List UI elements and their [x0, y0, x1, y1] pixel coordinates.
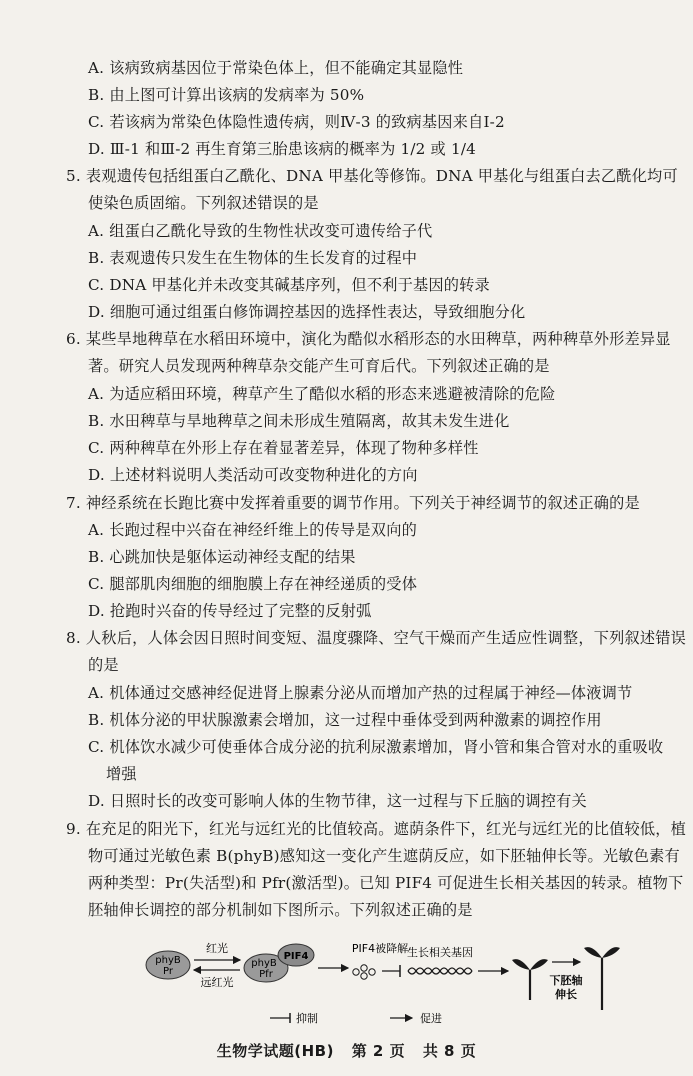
q9-stem-line-1: 9. 在充足的阳光下，红光与远红光的比值较高。遮荫条件下，红光与远红光的比值较低，植 — [66, 820, 687, 838]
q8-stem-line-1: 8. 人秋后，人体会因日照时间变短、温度骤降、空气干燥而产生适应性调整，下列叙述错误 — [66, 629, 687, 647]
legend-promote-label: 促进 — [420, 1012, 442, 1025]
reversible-conversion-arrows — [194, 941, 240, 989]
q6-option-b: B. 水田稗草与旱地稗草之间未形成生殖隔离，故其未发生进化 — [88, 412, 510, 430]
q6-option-c: C. 两种稗草在外形上存在着显著差异，体现了物种多样性 — [88, 439, 479, 457]
q6-stem-line-1: 6. 某些旱地稗草在水稻田环境中，演化为酷似水稻形态的水田稗草，两种稗草外形差异显 — [66, 330, 671, 348]
far-red-light-label: 远红光 — [200, 976, 234, 989]
q7-option-c: C. 腿部肌肉细胞的细胞膜上存在神经递质的受体 — [88, 575, 418, 593]
q5-option-b: B. 表观遗传只发生在生物体的生长发育的过程中 — [88, 249, 418, 267]
q5-option-a: A. 组蛋白乙酰化导致的生物性状改变可遗传给子代 — [88, 222, 433, 240]
q7-stem-line-1: 7. 神经系统在长跑比赛中发挥着重要的调节作用。下列关于神经调节的叙述正确的是 — [66, 494, 640, 512]
footer-total-pages: 共 8 页 — [422, 1042, 477, 1060]
q5-option-d: D. 细胞可通过组蛋白修饰调控基因的选择性表达，导致细胞分化 — [88, 303, 526, 321]
q8-option-c-line-1: C. 机体饮水减少可使垂体合成分泌的抗利尿激素增加，肾小管和集合管对水的重吸收 — [88, 738, 664, 756]
q5-stem-line-1: 5. 表观遗传包括组蛋白乙酰化、DNA 甲基化等修饰。DNA 甲基化与组蛋白去乙酰化均可 — [66, 167, 678, 185]
growth-gene-label: 生长相关基因 — [407, 946, 473, 959]
q8-option-a: A. 机体通过交感神经促进肾上腺素分泌从而增加产热的过程属于神经—体液调节 — [88, 684, 633, 702]
pr-label: Pr — [163, 966, 173, 977]
q8-stem-line-2: 的是 — [88, 656, 119, 674]
q6-option-a: A. 为适应稻田环境，稗草产生了酷似水稻的形态来逃避被清除的危险 — [88, 385, 556, 403]
q8-option-b: B. 机体分泌的甲状腺激素会增加，这一过程中垂体受到两种激素的调控作用 — [88, 711, 602, 729]
q4-option-a: A. 该病致病基因位于常染色体上，但不能确定其显隐性 — [88, 59, 464, 77]
phyb-label-1: phyB — [155, 955, 181, 966]
pfr-label: Pfr — [259, 969, 273, 980]
legend-promote — [390, 1011, 442, 1025]
q4-option-b: B. 由上图可计算出该病的发病率为 50% — [88, 86, 365, 104]
phyb-pr-complex — [146, 951, 190, 979]
hypocotyl-label-line-1: 下胚轴 — [549, 974, 583, 987]
footer-page-number: 第 2 页 — [351, 1042, 406, 1060]
page-footer — [0, 1040, 693, 1061]
tall-seedling-icon — [584, 947, 620, 1010]
q8-option-d: D. 日照时长的改变可影响人体的生物节律，这一过程与下丘脑的调控有关 — [88, 792, 587, 810]
q5-stem-line-2: 使染色质固缩。下列叙述错误的是 — [88, 194, 319, 212]
q9-stem-line-3: 两种类型：Pr(失活型)和 Pfr(激活型)。已知 PIF4 可促进生长相关基因的转录。植物下 — [88, 874, 684, 892]
short-seedling-icon — [512, 959, 548, 1000]
q5-option-c: C. DNA 甲基化并未改变其碱基序列，但不利于基因的转录 — [88, 276, 490, 294]
q7-option-a: A. 长跑过程中兴奋在神经纤维上的传导是双向的 — [88, 521, 417, 539]
legend-inhibit — [270, 1011, 318, 1025]
q4-option-c: C. 若该病为常染色体隐性遗传病，则Ⅳ-3 的致病基因来自Ⅰ-2 — [88, 113, 505, 131]
pif4-label: PIF4 — [283, 951, 309, 962]
q9-stem-line-4: 胚轴伸长调控的部分机制如下图所示。下列叙述正确的是 — [88, 901, 473, 919]
phyb-pfr-pif4-complex — [244, 944, 314, 982]
pif4-degraded-label: PIF4被降解 — [351, 942, 409, 955]
red-light-label: 红光 — [206, 942, 228, 955]
legend-inhibit-label: 抑制 — [296, 1012, 318, 1025]
inhibit-gene-arrow — [382, 965, 400, 977]
footer-title: 生物学试题(HB) — [216, 1042, 334, 1060]
degraded-fragments-icon — [353, 965, 375, 979]
q4-option-d: D. Ⅲ-1 和Ⅲ-2 再生育第三胎患该病的概率为 1/2 或 1/4 — [88, 140, 477, 158]
phyb-label-2: phyB — [251, 958, 277, 969]
q8-option-c-line-2: 增强 — [106, 765, 137, 783]
growth-gene-dna-icon — [408, 968, 472, 974]
q7-option-d: D. 抢跑时兴奋的传导经过了完整的反射弧 — [88, 602, 372, 620]
hypocotyl-label-line-2: 伸长 — [555, 988, 577, 1001]
q7-option-b: B. 心跳加快是躯体运动神经支配的结果 — [88, 548, 356, 566]
phyb-pif4-mechanism-diagram — [140, 938, 620, 1028]
q9-stem-line-2: 物可通过光敏色素 B(phyB)感知这一变化产生遮荫反应，如下胚轴伸长等。光敏色素有 — [88, 847, 680, 865]
q6-stem-line-2: 著。研究人员发现两种稗草杂交能产生可育后代。下列叙述正确的是 — [88, 357, 550, 375]
q6-option-d: D. 上述材料说明人类活动可改变物种进化的方向 — [88, 466, 418, 484]
